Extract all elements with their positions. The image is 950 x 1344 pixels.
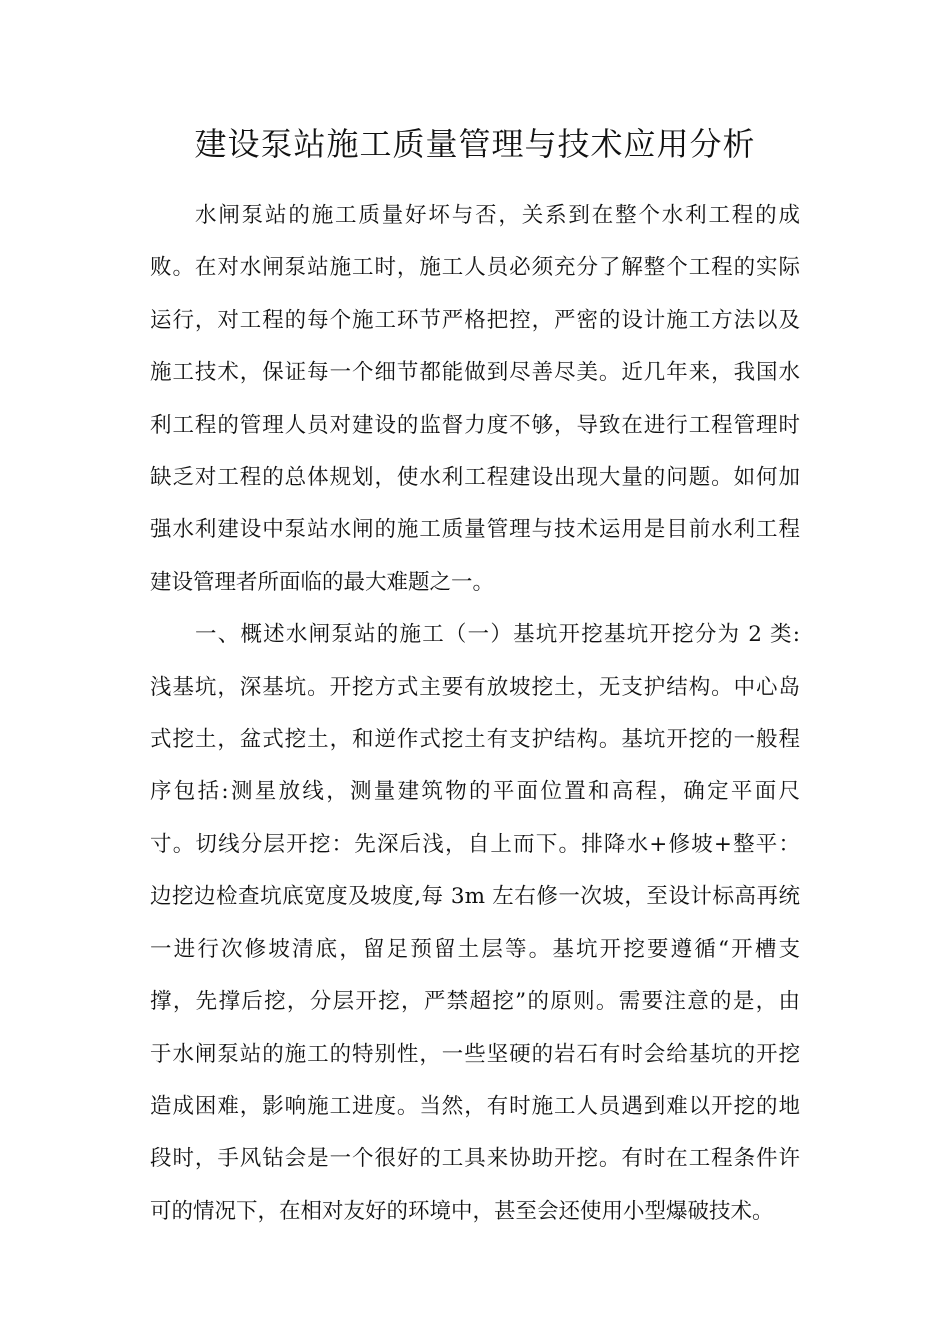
text-line: 缺乏对工程的总体规划，使水利工程建设出现大量的问题。如何加 (150, 465, 800, 491)
text-line: 可的情况下，在相对友好的环境中，甚至会还使用小型爆破技术。 (150, 1198, 774, 1224)
text-line: 序包括:测星放线，测量建筑物的平面位置和高程，确定平面尺 (150, 779, 800, 805)
text-line: 水闸泵站的施工质量好坏与否，关系到在整个水利工程的成 (195, 203, 800, 228)
text-line: 撑，先撑后挖，分层开挖，严禁超挖”的原则。需要注意的是，由 (150, 989, 800, 1015)
document-title: 建设泵站施工质量管理与技术应用分析 (194, 125, 756, 163)
text-line: 寸。切线分层开挖：先深后浅，自上而下。排降水+修坡+整平： (150, 831, 800, 857)
text-line: 运行，对工程的每个施工环节严格把控，严密的设计施工方法以及 (150, 307, 800, 333)
text-line: 利工程的管理人员对建设的监督力度不够，导致在进行工程管理时 (150, 412, 800, 438)
text-line: 施工技术，保证每一个细节都能做到尽善尽美。近几年来，我国水 (150, 360, 800, 386)
text-line: 边挖边检查坑底宽度及坡度,每 3m 左右修一次坡，至设计标高再统 (150, 884, 800, 910)
text-line: 一进行次修坡清底，留足预留土层等。基坑开挖要遵循“开槽支 (150, 936, 800, 962)
text-line: 建设管理者所面临的最大难题之一。 (150, 569, 495, 595)
document-body (150, 190, 800, 1238)
paragraph-section-one (150, 609, 800, 1238)
text-line: 造成困难，影响施工进度。当然，有时施工人员遇到难以开挖的地 (150, 1093, 800, 1119)
text-line: 式挖土，盆式挖土，和逆作式挖土有支护结构。基坑开挖的一般程 (150, 727, 800, 753)
text-line: 强水利建设中泵站水闸的施工质量管理与技术运用是目前水利工程 (150, 517, 800, 543)
text-line: 一、概述水闸泵站的施工（一）基坑开挖基坑开挖分为 2 类: (195, 622, 800, 648)
text-line: 段时，手风钻会是一个很好的工具来协助开挖。有时在工程条件许 (150, 1146, 800, 1172)
text-line: 浅基坑，深基坑。开挖方式主要有放坡挖土，无支护结构。中心岛 (150, 674, 800, 700)
paragraph-intro (150, 190, 800, 609)
text-line: 败。在对水闸泵站施工时，施工人员必须充分了解整个工程的实际 (150, 255, 800, 281)
text-line: 于水闸泵站的施工的特别性，一些坚硬的岩石有时会给基坑的开挖 (150, 1041, 800, 1067)
